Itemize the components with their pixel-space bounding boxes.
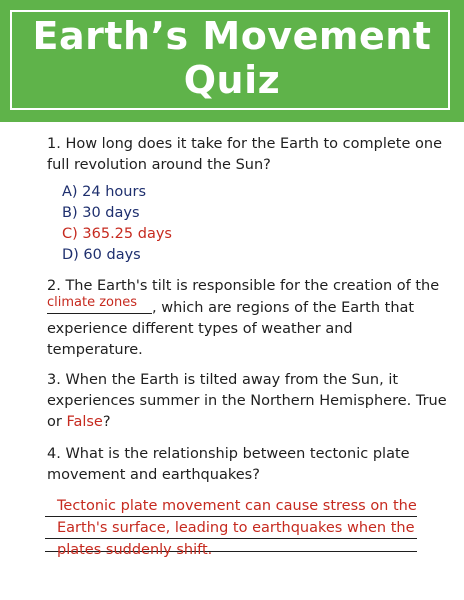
q3-text-line-1: 3. When the Earth is tilted away from the Sun, it [47, 372, 399, 388]
q1-option-d: D) 60 days [62, 247, 141, 263]
q2-text-line-1: 2. The Earth's tilt is responsible for the creation of the [47, 278, 440, 294]
q2-answer: climate zones [47, 295, 138, 310]
quiz-title [0, 14, 464, 102]
q3-text-after: ? [102, 414, 111, 430]
title-line-2: Quiz [183, 58, 281, 102]
q1-option-a: A) 24 hours [62, 184, 147, 200]
q3-text-line-3 [47, 412, 111, 433]
q1-text-line-2: full revolution around the Sun? [47, 157, 271, 173]
q1-text-line-1: 1. How long does it take for the Earth to complete one [47, 136, 442, 152]
q3-answer: False [66, 414, 103, 430]
q4-text-line-2: movement and earthquakes? [47, 467, 260, 483]
q2-text-line-3: experience different types of weather and [47, 321, 353, 337]
title-line-1: Earth’s Movement [32, 14, 432, 58]
quiz-header [0, 0, 464, 122]
q1-option-b: B) 30 days [62, 205, 140, 221]
q4-answer: Tectonic plate movement can cause stress on the Earth's surface, leading to earthquakes when the plates suddenly shift. [57, 498, 417, 558]
q2-text-line-2: , which are regions of the Earth that [152, 300, 415, 316]
q2-answer-blank [47, 313, 152, 314]
q1-option-c-correct: C) 365.25 days [62, 226, 172, 242]
q2-text-line-4: temperature. [47, 342, 143, 358]
q3-text-before: or [47, 414, 67, 430]
q4-text-line-1: 4. What is the relationship between tectonic plate [47, 446, 410, 462]
q3-text-line-2: experiences summer in the Northern Hemisphere. True [47, 393, 447, 409]
